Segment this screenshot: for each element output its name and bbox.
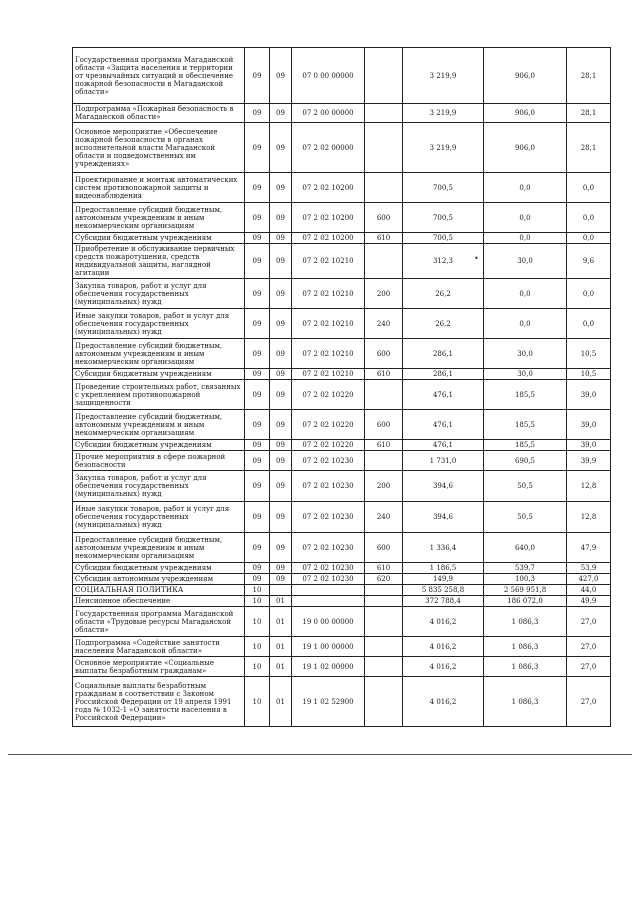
expense-type-cell (365, 585, 403, 596)
percent-cell: 47,9 (567, 533, 611, 563)
plan-amount-cell: 312,3 (403, 244, 484, 279)
plan-amount-cell: 286,1 (403, 339, 484, 369)
percent-cell: 9,6 (567, 244, 611, 279)
percent-cell: 27,0 (567, 637, 611, 657)
target-article-cell: 19 1 00 00000 (292, 637, 365, 657)
section-code-cell: 09 (245, 123, 270, 173)
target-article-cell: 07 2 02 10210 (292, 309, 365, 339)
actual-amount-cell: 640,0 (484, 533, 567, 563)
expense-type-cell: 240 (365, 502, 403, 533)
section-code-cell: 10 (245, 596, 270, 607)
actual-amount-cell: 2 569 951,8 (484, 585, 567, 596)
plan-amount-cell: 476,1 (403, 380, 484, 410)
subsection-code-cell (270, 585, 292, 596)
target-article-cell: 07 2 02 10210 (292, 279, 365, 309)
plan-amount-cell: 700,5 (403, 173, 484, 203)
table-row (73, 123, 611, 173)
row-name-cell: Прочие мероприятия в сфере пожарной безопасности (73, 451, 245, 471)
percent-cell: 0,0 (567, 279, 611, 309)
percent-cell: 49,9 (567, 596, 611, 607)
actual-amount-cell: 0,0 (484, 279, 567, 309)
percent-cell: 10,5 (567, 339, 611, 369)
actual-amount-cell: 185,5 (484, 410, 567, 440)
row-name-cell: Предоставление субсидий бюджетным, автономным учреждениям и иным некоммерческим организациям (73, 339, 245, 369)
expense-type-cell (365, 173, 403, 203)
actual-amount-cell: 30,0 (484, 244, 567, 279)
section-code-cell: 09 (245, 309, 270, 339)
percent-cell: 39,0 (567, 440, 611, 451)
expense-type-cell: 600 (365, 533, 403, 563)
subsection-code-cell: 09 (270, 440, 292, 451)
percent-cell: 28,1 (567, 104, 611, 123)
plan-amount-cell: 3 219,9 (403, 123, 484, 173)
table-row (73, 574, 611, 585)
table-row (73, 173, 611, 203)
section-code-cell: 09 (245, 533, 270, 563)
percent-cell: 27,0 (567, 677, 611, 727)
expense-type-cell (365, 657, 403, 677)
table-row (73, 533, 611, 563)
target-article-cell: 07 2 02 10230 (292, 533, 365, 563)
plan-amount-cell: 476,1 (403, 440, 484, 451)
plan-amount-cell: 26,2 (403, 309, 484, 339)
percent-cell: 39,0 (567, 410, 611, 440)
expense-type-cell (365, 123, 403, 173)
expense-type-cell: 610 (365, 563, 403, 574)
section-code-cell: 09 (245, 48, 270, 104)
row-name-cell: Государственная программа Магаданской области «Защита населения и территории от чрезвычайных ситуаций и обеспечение пожарной безопасности в Магаданской области» (73, 48, 245, 104)
percent-cell: 10,5 (567, 369, 611, 380)
actual-amount-cell: 690,5 (484, 451, 567, 471)
actual-amount-cell: 906,0 (484, 104, 567, 123)
plan-amount-cell: 476,1 (403, 410, 484, 440)
table-row (73, 380, 611, 410)
plan-amount-cell: 4 016,2 (403, 637, 484, 657)
target-article-cell: 07 2 02 10230 (292, 451, 365, 471)
section-code-cell: 09 (245, 451, 270, 471)
section-code-cell: 10 (245, 657, 270, 677)
row-name-cell: Подпрограмма «Пожарная безопасность в Магаданской области» (73, 104, 245, 123)
section-code-cell: 09 (245, 502, 270, 533)
budget-execution-table (72, 47, 611, 727)
percent-cell: 12,8 (567, 471, 611, 502)
percent-cell: 27,0 (567, 657, 611, 677)
target-article-cell: 07 2 00 00000 (292, 104, 365, 123)
section-code-cell: 09 (245, 104, 270, 123)
target-article-cell (292, 585, 365, 596)
subsection-code-cell: 09 (270, 203, 292, 233)
table-row (73, 339, 611, 369)
expense-type-cell (365, 244, 403, 279)
percent-cell: 53,9 (567, 563, 611, 574)
target-article-cell: 07 2 02 10230 (292, 471, 365, 502)
table-row (73, 440, 611, 451)
target-article-cell: 07 2 02 10210 (292, 369, 365, 380)
target-article-cell: 19 0 00 00000 (292, 607, 365, 637)
subsection-code-cell: 09 (270, 563, 292, 574)
subsection-code-cell: 09 (270, 533, 292, 563)
plan-amount-cell: 3 219,9 (403, 104, 484, 123)
section-code-cell: 09 (245, 440, 270, 451)
row-name-cell: Предоставление субсидий бюджетным, автономным учреждениям и иным некоммерческим организациям (73, 203, 245, 233)
row-name-cell: Основное мероприятие «Социальные выплаты безработным гражданам» (73, 657, 245, 677)
row-name-cell: Предоставление субсидий бюджетным, автономным учреждениям и иным некоммерческим организациям (73, 410, 245, 440)
expense-type-cell: 240 (365, 309, 403, 339)
section-code-cell: 09 (245, 471, 270, 502)
table-row (73, 563, 611, 574)
section-code-cell: 09 (245, 244, 270, 279)
actual-amount-cell: 185,5 (484, 380, 567, 410)
row-name-cell: Закупка товаров, работ и услуг для обеспечения государственных (муниципальных) нужд (73, 471, 245, 502)
subsection-code-cell: 09 (270, 104, 292, 123)
actual-amount-cell: 30,0 (484, 369, 567, 380)
target-article-cell: 07 2 02 10210 (292, 244, 365, 279)
table-row (73, 451, 611, 471)
plan-amount-cell: 700,5 (403, 233, 484, 244)
actual-amount-cell: 539,7 (484, 563, 567, 574)
row-name-cell: Иные закупки товаров, работ и услуг для обеспечения государственных (муниципальных) нужд (73, 502, 245, 533)
section-code-cell: 10 (245, 637, 270, 657)
percent-cell: 39,9 (567, 451, 611, 471)
section-code-cell: 09 (245, 279, 270, 309)
row-name-cell: Закупка товаров, работ и услуг для обеспечения государственных (муниципальных) нужд (73, 279, 245, 309)
row-name-cell: Проведение строительных работ, связанных с укреплением противопожарной защищенности (73, 380, 245, 410)
section-code-cell: 09 (245, 574, 270, 585)
table-body (73, 48, 611, 727)
row-name-cell: Проектирование и монтаж автоматических систем противопожарной защиты и видеонаблюдения (73, 173, 245, 203)
subsection-code-cell: 09 (270, 279, 292, 309)
table-row (73, 502, 611, 533)
subsection-code-cell: 01 (270, 637, 292, 657)
target-article-cell: 07 2 02 10230 (292, 502, 365, 533)
subsection-code-cell: 01 (270, 657, 292, 677)
target-article-cell: 07 2 02 10200 (292, 173, 365, 203)
expense-type-cell (365, 451, 403, 471)
actual-amount-cell: 186 072,0 (484, 596, 567, 607)
section-code-cell: 09 (245, 339, 270, 369)
actual-amount-cell: 185,5 (484, 440, 567, 451)
plan-amount-cell: 3 219,9 (403, 48, 484, 104)
actual-amount-cell: 0,0 (484, 203, 567, 233)
expense-type-cell: 600 (365, 410, 403, 440)
target-article-cell: 07 2 02 10200 (292, 233, 365, 244)
percent-cell: 0,0 (567, 233, 611, 244)
table-row (73, 279, 611, 309)
plan-amount-cell: 149,9 (403, 574, 484, 585)
plan-amount-cell: 394,6 (403, 502, 484, 533)
row-name-cell: Иные закупки товаров, работ и услуг для обеспечения государственных (муниципальных) нужд (73, 309, 245, 339)
percent-cell: 427,0 (567, 574, 611, 585)
subsection-code-cell: 09 (270, 339, 292, 369)
expense-type-cell (365, 380, 403, 410)
plan-amount-cell: 372 788,4 (403, 596, 484, 607)
percent-cell: 27,0 (567, 607, 611, 637)
row-name-cell: Основное мероприятие «Обеспечение пожарной безопасности в органах исполнительной власти Магаданской области и подведомственных им учреждениях» (73, 123, 245, 173)
table-row (73, 244, 611, 279)
section-code-cell: 10 (245, 607, 270, 637)
expense-type-cell: 200 (365, 471, 403, 502)
table-row (73, 677, 611, 727)
page-bottom-rule (8, 754, 632, 755)
row-name-cell: Государственная программа Магаданской области «Трудовые ресурсы Магаданской области» (73, 607, 245, 637)
subsection-code-cell: 09 (270, 233, 292, 244)
subsection-code-cell: 09 (270, 369, 292, 380)
percent-cell: 0,0 (567, 309, 611, 339)
row-name-cell: Субсидии бюджетным учреждениям (73, 369, 245, 380)
row-name-cell: Субсидии бюджетным учреждениям (73, 563, 245, 574)
subsection-code-cell: 09 (270, 173, 292, 203)
expense-type-cell: 200 (365, 279, 403, 309)
table-row (73, 104, 611, 123)
actual-amount-cell: 50,5 (484, 471, 567, 502)
table-row (73, 309, 611, 339)
expense-type-cell: 600 (365, 339, 403, 369)
subsection-code-cell: 09 (270, 502, 292, 533)
subsection-code-cell: 09 (270, 309, 292, 339)
percent-cell: 0,0 (567, 203, 611, 233)
plan-amount-cell: 1 336,4 (403, 533, 484, 563)
subsection-code-cell: 09 (270, 244, 292, 279)
percent-cell: 44,0 (567, 585, 611, 596)
actual-amount-cell: 1 086,3 (484, 637, 567, 657)
row-name-cell: Приобретение и обслуживание первичных средств пожаротушения, средств индивидуальной защиты, наглядной агитации (73, 244, 245, 279)
plan-amount-cell: 1 186,5 (403, 563, 484, 574)
row-name-cell: Субсидии бюджетным учреждениям (73, 440, 245, 451)
plan-amount-cell: 394,6 (403, 471, 484, 502)
table-row (73, 657, 611, 677)
target-article-cell: 07 2 02 10210 (292, 339, 365, 369)
actual-amount-cell: 0,0 (484, 173, 567, 203)
row-name-cell: Социальные выплаты безработным гражданам в соответствии с Законом Российской Федерации от 19 апреля 1991 года № 1032-1 «О занятости населения в Российской Федерации» (73, 677, 245, 727)
expense-type-cell (365, 596, 403, 607)
actual-amount-cell: 30,0 (484, 339, 567, 369)
actual-amount-cell: 100,3 (484, 574, 567, 585)
actual-amount-cell: 0,0 (484, 233, 567, 244)
section-code-cell: 09 (245, 203, 270, 233)
section-code-cell: 09 (245, 563, 270, 574)
target-article-cell: 07 2 02 10220 (292, 380, 365, 410)
subsection-code-cell: 09 (270, 574, 292, 585)
table-row (73, 585, 611, 596)
row-name-cell: Предоставление субсидий бюджетным, автономным учреждениям и иным некоммерческим организациям (73, 533, 245, 563)
plan-amount-cell: 26,2 (403, 279, 484, 309)
row-name-cell: Пенсионное обеспечение (73, 596, 245, 607)
expense-type-cell (365, 677, 403, 727)
subsection-code-cell: 09 (270, 123, 292, 173)
target-article-cell: 07 2 02 10200 (292, 203, 365, 233)
table-row (73, 637, 611, 657)
target-article-cell (292, 596, 365, 607)
actual-amount-cell: 1 086,3 (484, 657, 567, 677)
table-row (73, 369, 611, 380)
expense-type-cell (365, 104, 403, 123)
row-name-cell: Субсидии бюджетным учреждениям (73, 233, 245, 244)
expense-type-cell (365, 48, 403, 104)
subsection-code-cell: 09 (270, 451, 292, 471)
target-article-cell: 19 1 02 00000 (292, 657, 365, 677)
expense-type-cell: 600 (365, 203, 403, 233)
plan-amount-cell: 4 016,2 (403, 677, 484, 727)
subsection-code-cell: 09 (270, 471, 292, 502)
subsection-code-cell: 01 (270, 596, 292, 607)
actual-amount-cell: 1 086,3 (484, 677, 567, 727)
plan-amount-cell: 700,5 (403, 203, 484, 233)
plan-amount-cell: 286,1 (403, 369, 484, 380)
section-code-cell: 10 (245, 585, 270, 596)
expense-type-cell: 610 (365, 440, 403, 451)
target-article-cell: 19 1 02 52900 (292, 677, 365, 727)
actual-amount-cell: 906,0 (484, 123, 567, 173)
scan-speck: • (474, 254, 479, 263)
subsection-code-cell: 09 (270, 48, 292, 104)
plan-amount-cell: 5 835 258,8 (403, 585, 484, 596)
table-row (73, 48, 611, 104)
target-article-cell: 07 2 02 10220 (292, 410, 365, 440)
section-code-cell: 09 (245, 369, 270, 380)
expense-type-cell: 610 (365, 233, 403, 244)
actual-amount-cell: 906,0 (484, 48, 567, 104)
table-row (73, 233, 611, 244)
section-code-cell: 09 (245, 173, 270, 203)
target-article-cell: 07 0 00 00000 (292, 48, 365, 104)
subsection-code-cell: 01 (270, 607, 292, 637)
target-article-cell: 07 2 02 10220 (292, 440, 365, 451)
budget-table-sheet (72, 47, 610, 727)
section-code-cell: 09 (245, 233, 270, 244)
percent-cell: 39,0 (567, 380, 611, 410)
plan-amount-cell: 4 016,2 (403, 607, 484, 637)
section-code-cell: 09 (245, 410, 270, 440)
row-name-cell: СОЦИАЛЬНАЯ ПОЛИТИКА (73, 585, 245, 596)
plan-amount-cell: 1 731,0 (403, 451, 484, 471)
expense-type-cell (365, 607, 403, 637)
table-row (73, 471, 611, 502)
row-name-cell: Подпрограмма «Содействие занятости населения Магаданской области» (73, 637, 245, 657)
target-article-cell: 07 2 02 00000 (292, 123, 365, 173)
expense-type-cell (365, 637, 403, 657)
percent-cell: 28,1 (567, 48, 611, 104)
expense-type-cell: 610 (365, 369, 403, 380)
section-code-cell: 09 (245, 380, 270, 410)
target-article-cell: 07 2 02 10230 (292, 574, 365, 585)
table-row (73, 203, 611, 233)
actual-amount-cell: 50,5 (484, 502, 567, 533)
subsection-code-cell: 09 (270, 410, 292, 440)
table-row (73, 607, 611, 637)
actual-amount-cell: 0,0 (484, 309, 567, 339)
row-name-cell: Субсидии автономным учреждениям (73, 574, 245, 585)
table-row (73, 596, 611, 607)
actual-amount-cell: 1 086,3 (484, 607, 567, 637)
section-code-cell: 10 (245, 677, 270, 727)
target-article-cell: 07 2 02 10230 (292, 563, 365, 574)
percent-cell: 28,1 (567, 123, 611, 173)
expense-type-cell: 620 (365, 574, 403, 585)
percent-cell: 0,0 (567, 173, 611, 203)
plan-amount-cell: 4 016,2 (403, 657, 484, 677)
percent-cell: 12,8 (567, 502, 611, 533)
subsection-code-cell: 09 (270, 380, 292, 410)
table-row (73, 410, 611, 440)
subsection-code-cell: 01 (270, 677, 292, 727)
